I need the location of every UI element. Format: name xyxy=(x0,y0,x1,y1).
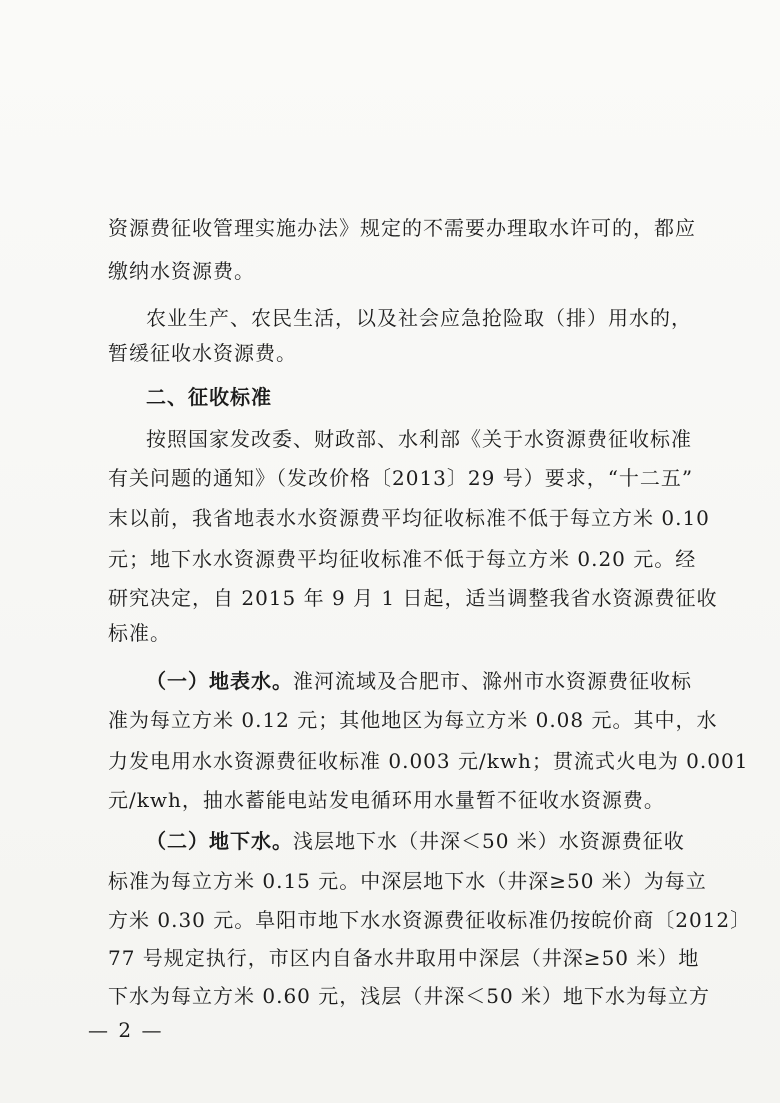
paragraph-line: 77 号规定执行，市区内自备水井取用中深层（井深≥50 米）地 xyxy=(108,946,700,970)
paragraph-text: 淮河流域及合肥市、滁州市水资源费征收标 xyxy=(293,669,692,693)
paragraph-line: 研究决定，自 2015 年 9 月 1 日起，适当调整我省水资源费征收 xyxy=(108,586,718,610)
paragraph-line: 标准为每立方米 0.15 元。中深层地下水（井深≥50 米）为每立 xyxy=(108,869,707,893)
paragraph-line: 农业生产、农民生活，以及社会应急抢险取（排）用水的， xyxy=(146,306,692,330)
paragraph-line: 暂缓征收水资源费。 xyxy=(108,341,297,365)
paragraph-line: 方米 0.30 元。阜阳市地下水水资源费征收标准仍按皖价商〔2012〕 xyxy=(108,908,752,932)
paragraph-line: 准为每立方米 0.12 元；其他地区为每立方米 0.08 元。其中，水 xyxy=(108,708,718,732)
paragraph-line: 按照国家发改委、财政部、水利部《关于水资源费征收标准 xyxy=(146,427,692,451)
paragraph-line: 末以前，我省地表水水资源费平均征收标准不低于每立方米 0.10 xyxy=(108,506,710,530)
paragraph-line xyxy=(146,668,692,694)
paragraph-line: 元；地下水水资源费平均征收标准不低于每立方米 0.20 元。经 xyxy=(108,547,697,571)
subsection-heading: （二）地下水。 xyxy=(146,829,293,853)
subsection-heading: （一）地表水。 xyxy=(146,669,293,693)
page-number: — 2 — xyxy=(88,1018,164,1042)
paragraph-line: 缴纳水资源费。 xyxy=(108,259,255,283)
paragraph-line xyxy=(146,828,685,854)
paragraph-line: 标准。 xyxy=(108,621,171,645)
paragraph-line: 资源费征收管理实施办法》规定的不需要办理取水许可的，都应 xyxy=(108,216,696,240)
paragraph-line: 有关问题的通知》（发改价格〔2013〕29 号）要求，“十二五” xyxy=(108,466,694,490)
section-heading: 二、征收标准 xyxy=(146,385,272,409)
paragraph-text: 浅层地下水（井深＜50 米）水资源费征收 xyxy=(293,829,685,853)
paragraph-line: 元/kwh，抽水蓄能电站发电循环用水量暂不征收水资源费。 xyxy=(108,788,665,812)
paragraph-line: 下水为每立方米 0.60 元，浅层（井深＜50 米）地下水为每立方 xyxy=(108,984,711,1008)
paragraph-line: 力发电用水水资源费征收标准 0.003 元/kwh；贯流式火电为 0.001 xyxy=(108,749,749,773)
